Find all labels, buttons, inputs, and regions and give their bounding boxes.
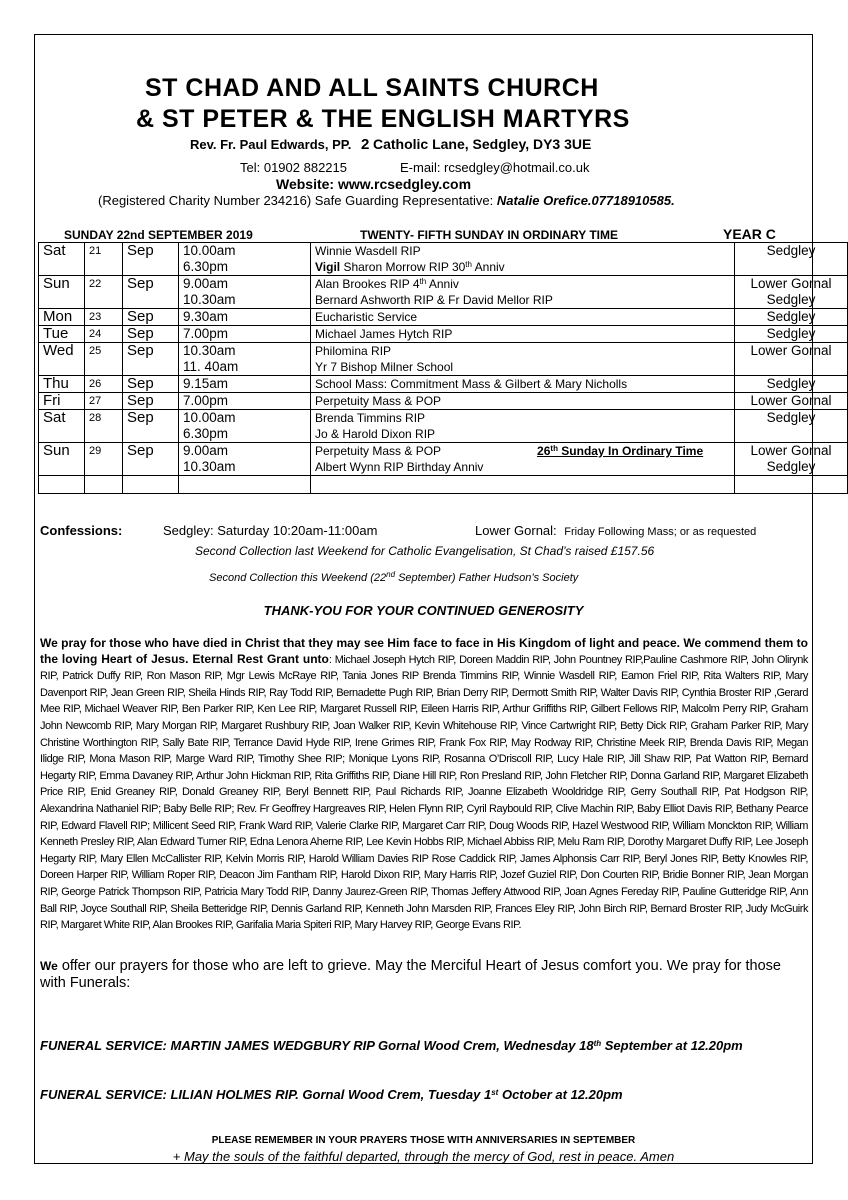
email[interactable]: E-mail: rcsedgley@hotmail.co.uk <box>400 160 590 175</box>
intention-line <box>315 410 730 426</box>
month-name: Sep <box>127 242 154 259</box>
schedule-times <box>179 443 311 476</box>
intention-line <box>315 259 730 275</box>
schedule-day <box>39 326 85 343</box>
schedule-times <box>179 309 311 326</box>
empty-cell <box>123 476 179 494</box>
schedule-row <box>39 326 848 343</box>
schedule-location <box>735 243 848 276</box>
month-name: Sep <box>127 325 154 342</box>
schedule-day <box>39 376 85 393</box>
location-name: Sedgley <box>766 292 816 307</box>
schedule-month <box>123 326 179 343</box>
intention-line <box>315 343 730 359</box>
schedule-row <box>39 393 848 410</box>
sunday-date: SUNDAY 22nd SEPTEMBER 2019 <box>64 228 253 242</box>
schedule-location <box>735 376 848 393</box>
schedule-times <box>179 326 311 343</box>
location-name: Lower Gornal <box>750 343 832 358</box>
funeral-1-text-end: September at 12.20pm <box>601 1038 743 1053</box>
schedule-date <box>85 376 123 393</box>
location-name: Sedgley <box>766 376 816 391</box>
schedule-row <box>39 443 848 476</box>
location-name: Lower Gornal <box>750 393 832 408</box>
funeral-2-sup: st <box>491 1088 499 1097</box>
website[interactable]: Website: www.rcsedgley.com <box>276 176 472 192</box>
charity-number: (Registered Charity Number 234216) Safe Guarding Representative: <box>98 193 494 208</box>
schedule-date <box>85 243 123 276</box>
empty-cell <box>85 476 123 494</box>
schedule-month <box>123 343 179 376</box>
mass-time: 9.15am <box>183 376 229 391</box>
location-name: Sedgley <box>766 243 816 258</box>
schedule-date <box>85 309 123 326</box>
liturgical-year: YEAR C <box>723 226 776 242</box>
intention-line <box>315 443 730 459</box>
intention-text: Jo & Harold Dixon RIP <box>315 427 436 441</box>
day-name: Fri <box>43 392 61 409</box>
schedule-intention <box>311 243 735 276</box>
month-name: Sep <box>127 342 154 359</box>
funeral-2-text: FUNERAL SERVICE: LILIAN HOLMES RIP. Gornal Wood Crem, Tuesday 1 <box>40 1087 492 1102</box>
schedule-intention <box>311 376 735 393</box>
intention-line <box>315 359 730 375</box>
schedule-row <box>39 276 848 309</box>
intention-text: Brenda Timmins RIP <box>315 411 426 425</box>
schedule-times <box>179 376 311 393</box>
intention-line <box>315 276 730 292</box>
day-name: Sun <box>43 442 70 459</box>
month-name: Sep <box>127 275 154 292</box>
date-number: 21 <box>89 245 102 257</box>
schedule-date <box>85 276 123 309</box>
schedule-location <box>735 326 848 343</box>
schedule-times <box>179 410 311 443</box>
intention-line <box>315 459 730 475</box>
location-name: Sedgley <box>766 309 816 324</box>
collection-this-text-end: September) Father Hudson’s Society <box>395 572 579 584</box>
funeral-1-text: FUNERAL SERVICE: MARTIN JAMES WEDGBURY RIP Gornal Wood Crem, Wednesday 18 <box>40 1038 594 1053</box>
date-number: 22 <box>89 278 102 290</box>
location-name: Sedgley <box>766 410 816 425</box>
month-name: Sep <box>127 442 154 459</box>
mass-schedule-table <box>38 242 848 494</box>
schedule-day <box>39 343 85 376</box>
schedule-times <box>179 393 311 410</box>
schedule-date <box>85 326 123 343</box>
charity-line <box>98 193 675 208</box>
church-title-line1: ST CHAD AND ALL SAINTS CHURCH <box>145 74 599 102</box>
empty-cell <box>179 476 311 494</box>
mass-time: 10.30am <box>183 292 236 307</box>
feast-note-sup: th <box>550 444 558 453</box>
location-name: Sedgley <box>766 459 816 474</box>
schedule-date <box>85 443 123 476</box>
empty-cell <box>311 476 735 494</box>
day-name: Sat <box>43 409 66 426</box>
schedule-row <box>39 410 848 443</box>
schedule-row <box>39 376 848 393</box>
schedule-intention <box>311 309 735 326</box>
safeguarding-rep: Natalie Orefice.07718910585. <box>496 193 675 208</box>
telephone: Tel: 01902 882215 <box>240 160 347 175</box>
mass-time: 9.00am <box>183 443 229 458</box>
mass-time: 10.30am <box>183 459 236 474</box>
second-collection-last: Second Collection last Weekend for Catholic Evangelisation, St Chad’s raised £157.56 <box>195 544 655 558</box>
confessions-label: Confessions: <box>40 523 123 538</box>
schedule-date <box>85 343 123 376</box>
schedule-location <box>735 410 848 443</box>
day-name: Tue <box>43 325 69 342</box>
anniversaries-reminder: PLEASE REMEMBER IN YOUR PRAYERS THOSE WITH ANNIVERSARIES IN SEPTEMBER <box>211 1135 636 1146</box>
schedule-intention <box>311 393 735 410</box>
schedule-date <box>85 393 123 410</box>
second-collection-this <box>209 572 578 584</box>
intention-line <box>315 376 730 392</box>
day-name: Wed <box>43 342 74 359</box>
prayer-intro: We pray for those who have died in Christ that they may see Him face to face in His Kingdom of light and peace. We commend them to the loving Heart of Jesus. Eternal Rest Grant unto <box>40 636 808 666</box>
schedule-row <box>39 309 848 326</box>
empty-cell <box>735 476 848 494</box>
intention-line <box>315 426 730 442</box>
schedule-location <box>735 393 848 410</box>
location-name: Lower Gornal <box>750 276 832 291</box>
intention-sup: th <box>419 277 427 286</box>
schedule-row <box>39 343 848 376</box>
date-number: 23 <box>89 311 102 323</box>
funeral-1-sup: th <box>593 1039 602 1048</box>
feast-note <box>537 444 703 458</box>
schedule-date <box>85 410 123 443</box>
lower-gornal-label: Lower Gornal: <box>475 523 557 538</box>
mass-time: 7.00pm <box>183 326 229 341</box>
address-number: 2 <box>361 136 370 153</box>
funeral-service-1 <box>40 1037 808 1055</box>
schedule-day <box>39 243 85 276</box>
intention-text: Sharon Morrow RIP 30 <box>340 260 466 274</box>
schedule-location <box>735 276 848 309</box>
date-number: 24 <box>89 328 102 340</box>
schedule-month <box>123 393 179 410</box>
thank-you: THANK-YOU FOR YOUR CONTINUED GENEROSITY <box>263 603 584 618</box>
schedule-day <box>39 410 85 443</box>
intention-text: Philomina RIP <box>315 344 392 358</box>
schedule-day <box>39 443 85 476</box>
intention-sup: th <box>465 260 472 269</box>
feast-note-num: 26 <box>537 444 551 458</box>
month-name: Sep <box>127 308 154 325</box>
collection-this-sup: nd <box>386 570 396 579</box>
location-name: Lower Gornal <box>750 443 832 458</box>
intention-text: Albert Wynn RIP Birthday Anniv <box>315 460 484 474</box>
schedule-times <box>179 276 311 309</box>
intention-text: Perpetuity Mass & POP <box>315 444 442 458</box>
schedule-intention <box>311 443 735 476</box>
mass-time: 11. 40am <box>183 359 239 374</box>
schedule-times <box>179 243 311 276</box>
empty-cell <box>39 476 85 494</box>
mass-time: 10.00am <box>183 243 236 258</box>
intention-line <box>315 326 730 342</box>
intention-text: Alan Brookes RIP 4 <box>315 277 420 291</box>
date-number: 27 <box>89 395 102 407</box>
mass-time: 10.00am <box>183 410 236 425</box>
schedule-intention <box>311 410 735 443</box>
lower-gornal-times: Friday Following Mass; or as requested <box>564 526 757 538</box>
mass-time: 10.30am <box>183 343 236 358</box>
intention-text: Perpetuity Mass & POP <box>315 394 442 408</box>
schedule-location <box>735 443 848 476</box>
location-name: Sedgley <box>766 326 816 341</box>
schedule-month <box>123 443 179 476</box>
liturgical-day: TWENTY- FIFTH SUNDAY IN ORDINARY TIME <box>360 228 619 242</box>
day-name: Sat <box>43 242 66 259</box>
schedule-month <box>123 410 179 443</box>
month-name: Sep <box>127 375 154 392</box>
intention-text: Bernard Ashworth RIP & Fr David Mellor RIP <box>315 293 553 307</box>
schedule-month <box>123 309 179 326</box>
date-number: 26 <box>89 378 102 390</box>
month-name: Sep <box>127 409 154 426</box>
intention-text-end: Anniv <box>471 260 505 274</box>
grieve-we: We <box>40 959 58 973</box>
mass-time: 9.30am <box>183 309 229 324</box>
schedule-intention <box>311 276 735 309</box>
funeral-2-text-end: October at 12.20pm <box>498 1087 623 1102</box>
prayer-paragraph <box>40 636 808 934</box>
schedule-times <box>179 343 311 376</box>
grieve-text: offer our prayers for those who are left to grieve. May the Merciful Heart of Jesus comfort you. We pray for those with Funerals: <box>40 958 781 991</box>
schedule-row <box>39 243 848 276</box>
date-number: 25 <box>89 345 102 357</box>
collection-this-text: Second Collection this Weekend (22 <box>209 572 387 584</box>
intention-text: Yr 7 Bishop Milner School <box>315 360 454 374</box>
closing-blessing: + May the souls of the faithful departed, through the mercy of God, rest in peace. Amen <box>172 1149 675 1164</box>
day-name: Mon <box>43 308 73 325</box>
deceased-names-list: : Michael Joseph Hytch RIP, Doreen Maddin RIP, John Pountney RIP,Pauline Cashmore RIP, John Olirynk RIP, Patrick Duffy RIP, Ron Mason RIP, Mgr Lewis McRaye RIP, Tania Jones RIP Brenda Timmins RIP, Winnie Wasdell RIP, Eamon Friel RIP, Rita Walters RIP, Mary Davenport RIP, Jean Green RIP, Sheila Hinds RIP, Ray Todd RIP, Bernadette Pugh RIP, Brian Derry RIP, Dermott Smith RIP, Walter Davis RIP, Cynthia Broster RIP ,Gerard Mee RIP, Michael Weaver RIP, Ben Parker RIP, Ken Lee RIP, Margaret Russell RIP, Eileen Harris RIP, Arthur Griffiths RIP, Gilbert Fellows RIP, Malcolm Perry RIP, Graham John Newcomb RIP, Mary Morgan RIP, Margaret Rushbury RIP, Joan Walker RIP, Kevin Whitehouse RIP, Vince Cartwright RIP, Betty Dick RIP, Graham Parker RIP, Mary Christine Worthington RIP, Sally Bate RIP, Terrance David Hyde RIP, Irene Grimes RIP, Frank Fox RIP, May Rodway RIP, Christine Meek RIP, Brenda Davis RIP, Megan Ilidge RIP, Mona Mason RIP, Marge Ward RIP, Timothy Shee RIP; Monique Lyons RIP, Rosanna O’Driscoll RIP, Lucy Hale RIP, Jill Shaw RIP, Pat Watton RIP, Bernard Hegarty RIP, Emma Davaney RIP, Arthur John Hickman RIP, Rita Griffiths RIP, Diane Hill RIP, Ron Presland RIP, John Fletcher RIP, Donna Garland RIP, Margaret Elizabeth Price RIP, Enid Greaney RIP, Donald Greaney RIP, Beryl Bennett RIP, Paul Richards RIP, Joanne Elizabeth Wooldridge RIP, Gerry Southall RIP, Pat Hodgson RIP, Alexandrina Nathaniel RIP; Baby Belle RIP; Rev. Fr Geoffrey Hargreaves RIP, Helen Flynn RIP, Cyril Raybould RIP, Clive Machin RIP, Baby Elliot Davis RIP, Bethany Pearce RIP, Edward Flavell RIP; Millicent Seed RIP, Frank Ward RIP, Valerie Clarke RIP, Margaret Carr RIP, Doug Woods RIP, Hazel Westwood RIP, William Monckton RIP, William Kenneth Presley RIP, Alan Edward Turner RIP, Edna Lenora Aherne RIP, Lee Kevin Hobbs RIP, Michael Abbiss RIP, Melu Ram RIP, Dorothy Margaret Duffy RIP, Lee Joseph Hegarty RIP, Mary Ellen McCallister RIP, Kelvin Morris RIP, Harold William Davies RIP Rose Caddick RIP, James Alphonsis Carr RIP, Beryl Jones RIP, Betty Knowles RIP, Doreen Harper RIP, William Roper RIP, Deacon Jim Fantham RIP, Harold Dixon RIP, Mary Harris RIP, Jozef Guziel RIP, Don Courten RIP, Bridie Bonner RIP, Jean Morgan RIP, George Patrick Thompson RIP, Patricia Mary Todd RIP, Danny Jaurez-Green RIP, Thomas Jeffery Attwood RIP, Joan Agnes Fereday RIP, Pauline Gutteridge RIP, Ann Ball RIP, Joyce Southall RIP, Sheila Betteridge RIP, Dennis Garland RIP, Kenneth John Marsden RIP, Frances Eley RIP, John Birch RIP, Bernard Broster RIP, Judy McGuirk RIP, Margaret White RIP, Alan Brookes RIP, Garifalia Maria Spiteri RIP, Mary Harvey RIP, George Evans RIP. <box>40 653 808 932</box>
schedule-intention <box>311 343 735 376</box>
intention-text: School Mass: Commitment Mass & Gilbert & Mary Nicholls <box>315 377 628 391</box>
intention-line <box>315 393 730 409</box>
mass-time: 9.00am <box>183 276 229 291</box>
intention-text-end: Anniv <box>426 277 459 291</box>
funeral-service-2 <box>40 1086 808 1104</box>
grieve-paragraph <box>40 958 810 992</box>
schedule-location <box>735 343 848 376</box>
church-title-line2: & ST PETER & THE ENGLISH MARTYRS <box>136 105 630 133</box>
priest-address <box>190 136 591 153</box>
confessions-lower-gornal <box>475 523 756 538</box>
feast-note-text: Sunday In Ordinary Time <box>557 444 704 458</box>
schedule-day <box>39 276 85 309</box>
day-name: Thu <box>43 375 69 392</box>
mass-time: 7.00pm <box>183 393 229 408</box>
intention-text: Eucharistic Service <box>315 310 418 324</box>
vigil-label: Vigil <box>315 260 341 274</box>
intention-text: Michael James Hytch RIP <box>315 327 453 341</box>
schedule-empty-row <box>39 476 848 494</box>
day-name: Sun <box>43 275 70 292</box>
intention-line <box>315 292 730 308</box>
address: Catholic Lane, Sedgley, DY3 3UE <box>372 136 592 152</box>
date-number: 28 <box>89 412 102 424</box>
intention-line <box>315 309 730 325</box>
schedule-day <box>39 309 85 326</box>
date-number: 29 <box>89 445 102 457</box>
schedule-day <box>39 393 85 410</box>
schedule-month <box>123 243 179 276</box>
mass-time: 6.30pm <box>183 426 229 441</box>
schedule-month <box>123 276 179 309</box>
priest-name: Rev. Fr. Paul Edwards, PP. <box>190 137 352 152</box>
confessions <box>40 523 122 538</box>
month-name: Sep <box>127 392 154 409</box>
intention-text: Winnie Wasdell RIP <box>315 244 421 258</box>
schedule-intention <box>311 326 735 343</box>
schedule-location <box>735 309 848 326</box>
intention-line <box>315 243 730 259</box>
mass-time: 6.30pm <box>183 259 229 274</box>
schedule-month <box>123 376 179 393</box>
confessions-sedgley: Sedgley: Saturday 10:20am-11:00am <box>163 523 378 538</box>
